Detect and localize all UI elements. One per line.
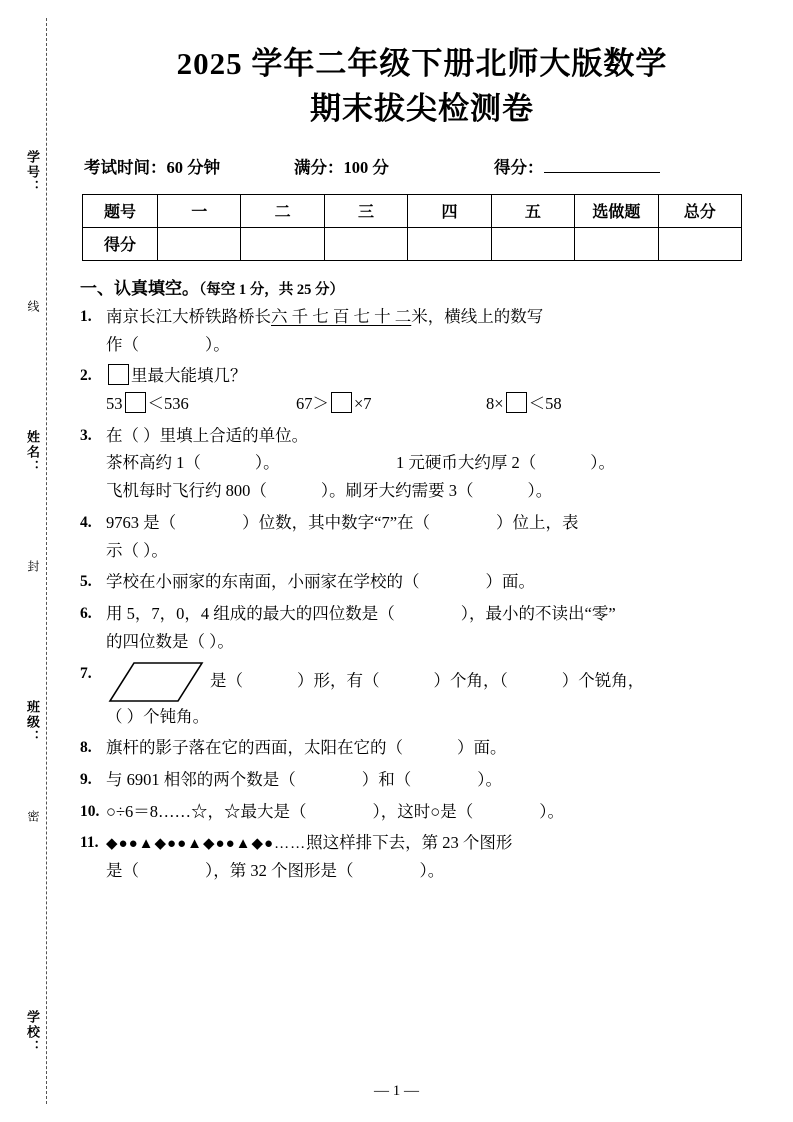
margin-label-student-id: 学号： (25, 150, 40, 195)
question-11 (80, 830, 764, 884)
question-number: 7. (80, 664, 92, 682)
q6-text-a: 用 5，7，0，4 组成的最大的四位数是（ (106, 604, 395, 624)
exam-full-marks: 满分：100 分 (294, 157, 389, 177)
q3-line2 (106, 450, 764, 477)
q3-line2-c: 1 元硬币大约厚 2（ (396, 453, 537, 473)
q4-text-a: 9763 是（ (106, 512, 177, 532)
q7-text-c: ）个角，（ (433, 671, 508, 691)
q4-text-c: ）位上，表 (496, 512, 579, 532)
q2-item-1 (106, 391, 296, 418)
title-line-1: 2025 学年二年级下册北师大版数学 (176, 46, 668, 81)
q1-line2 (106, 332, 764, 359)
q3-line3-c: ）。 (527, 481, 553, 501)
q2-item-1-pre: 53 (106, 394, 123, 414)
exam-info-row (84, 154, 760, 178)
q3-line3-b: ）。刷牙大约需要 3（ (320, 481, 474, 501)
score-entry-cell[interactable] (324, 227, 407, 260)
margin-label-class: 班级： (25, 700, 40, 745)
section-heading-note: （每空 1 分，共 25 分） (199, 281, 344, 298)
q11-line2 (106, 858, 764, 885)
question-number: 5. (80, 573, 92, 591)
question-4 (80, 510, 764, 564)
margin-label-school: 学校： (25, 1010, 40, 1055)
q11-line2-b: ），第 32 个图形是（ (205, 861, 354, 881)
q6-text-b: ），最小的不读出“零” (460, 604, 616, 624)
q1-line2-b: ）。 (205, 334, 230, 354)
score-table (82, 194, 742, 261)
q1-line2-a: 作（ (106, 334, 139, 354)
page-title (102, 42, 742, 132)
fill-box-icon[interactable] (108, 364, 129, 385)
question-number: 9. (80, 770, 92, 788)
question-8 (80, 735, 764, 762)
q1-text-b: 米，横线上的数写 (411, 306, 544, 326)
parallelogram-shape-icon (108, 661, 204, 703)
score-table-cell: 二 (241, 194, 324, 227)
q2-item-1-post: ＜536 (147, 394, 189, 414)
question-1 (80, 304, 764, 358)
question-9 (80, 767, 764, 794)
q4-line2 (106, 538, 764, 565)
q5-text-a: 学校在小丽家的东南面，小丽家在学校的（ (106, 572, 420, 592)
score-table-cell: 三 (324, 194, 407, 227)
page-footer-number: — 1 — (374, 1083, 419, 1099)
question-2 (80, 363, 764, 417)
section-heading-text: 一、认真填空。 (80, 278, 199, 298)
q1-text-a: 南京长江大桥铁路桥长 (106, 306, 271, 326)
score-table-cell: 题号 (83, 194, 158, 227)
question-number: 8. (80, 739, 92, 757)
question-number: 1. (80, 307, 92, 325)
q11-pattern: ◆●●▲◆●●▲◆●●▲◆●…… (106, 836, 307, 853)
score-table-cell: 五 (491, 194, 574, 227)
q2-items (106, 391, 764, 418)
q7-text-a: 是（ (210, 671, 243, 691)
q4-line2-text[interactable]: 示（ ）。 (106, 540, 168, 560)
score-entry-cell[interactable] (158, 227, 241, 260)
section-heading (80, 274, 764, 299)
question-number: 2. (80, 367, 92, 385)
q2-item-2 (296, 391, 486, 418)
q7-line2 (106, 704, 764, 731)
fill-box-icon[interactable] (506, 392, 527, 413)
score-table-cell: 四 (408, 194, 491, 227)
q6-line2 (106, 629, 764, 656)
q2-item-3-post: ＜58 (528, 394, 562, 414)
q7-text-d: ）个锐角， (561, 671, 645, 691)
dashed-fold-line (46, 18, 47, 1104)
q11-line2-a: 是（ (106, 861, 139, 881)
question-5 (80, 569, 764, 596)
score-table-cell: 得分 (83, 227, 158, 260)
title-line-2: 期末拔尖检测卷 (310, 90, 534, 126)
q8-text-b: ）面。 (457, 738, 507, 758)
q3-text: 在（ ）里填上合适的单位。 (106, 425, 309, 445)
q10-text-b: ），这时○是（ (372, 801, 474, 821)
q2-item-3-pre: 8× (486, 394, 504, 414)
question-10 (80, 799, 764, 826)
score-entry-cell[interactable] (491, 227, 574, 260)
q10-text-a: ○÷6＝8……☆，☆最大是（ (106, 801, 307, 821)
q7-text-b: ）形，有（ (297, 671, 380, 691)
fill-box-icon[interactable] (331, 392, 352, 413)
question-number: 3. (80, 426, 92, 444)
q1-underlined-number: 六 千 七 百 七 十 二 (271, 306, 412, 326)
q2-item-3 (486, 391, 562, 418)
q3-line3-a: 飞机每时飞行约 800（ (106, 481, 267, 501)
question-6 (80, 601, 764, 655)
table-row-header (83, 194, 742, 227)
exam-score-label: 得分： (494, 157, 544, 177)
question-number: 6. (80, 605, 92, 623)
q2-item-2-post: ×7 (354, 394, 372, 414)
fill-box-icon[interactable] (125, 392, 146, 413)
q9-text-b: ）和（ (361, 769, 412, 789)
q9-text-a: 与 6901 相邻的两个数是（ (106, 769, 296, 789)
q5-text-b: ）面。 (485, 572, 535, 592)
q2-text: 里最大能填几？ (131, 366, 247, 386)
margin-label-name: 姓名： (25, 430, 40, 475)
question-7 (80, 661, 764, 731)
margin-label-line: 线 (26, 300, 40, 312)
question-list (80, 304, 764, 885)
q11-line2-c: ）。 (419, 861, 445, 881)
q2-item-2-pre: 67＞ (296, 394, 329, 414)
question-number: 4. (80, 513, 92, 531)
q3-line3 (106, 478, 764, 505)
margin-label-secret: 密 (26, 810, 40, 822)
q10-text-c: ）。 (539, 801, 564, 821)
left-margin-strip (0, 0, 64, 1122)
score-entry-cell[interactable] (408, 227, 491, 260)
table-row-scores (83, 227, 742, 260)
question-3 (80, 423, 764, 505)
exam-duration: 考试时间：60 分钟 (84, 157, 221, 177)
question-number: 10. (80, 802, 100, 820)
q3-line2-a: 茶杯高约 1（ (106, 453, 201, 473)
q11-text-a: 照这样排下去，第 23 个图形 (306, 833, 513, 853)
score-entry-cell[interactable] (575, 227, 658, 260)
score-table-cell: 选做题 (575, 194, 658, 227)
question-number: 11. (80, 834, 99, 852)
q3-line2-d: ）。 (590, 453, 615, 473)
exam-score-blank[interactable] (544, 156, 660, 173)
page-content (72, 0, 772, 885)
score-entry-cell[interactable] (658, 227, 741, 260)
q3-line2-b: ）。 (254, 453, 280, 473)
margin-label-seal: 封 (26, 560, 40, 572)
score-table-cell: 总分 (658, 194, 741, 227)
q7-line2-text[interactable]: （ ）个钝角。 (106, 706, 210, 726)
score-entry-cell[interactable] (241, 227, 324, 260)
q4-text-b: ）位数，其中数字“7”在（ (242, 512, 431, 532)
score-table-cell: 一 (158, 194, 241, 227)
q9-text-c: ）。 (477, 769, 502, 789)
q7-shape-row (106, 661, 764, 703)
q8-text-a: 旗杆的影子落在它的西面，太阳在它的（ (106, 738, 403, 758)
q6-line2-text[interactable]: 的四位数是（ ）。 (106, 631, 234, 651)
